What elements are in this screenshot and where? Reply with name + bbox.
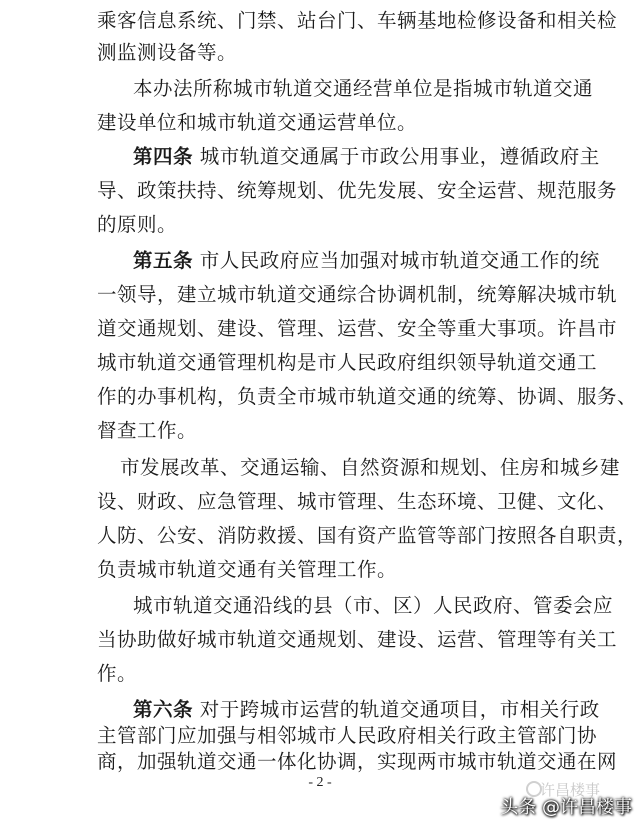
source-attribution: 头条 @许昌楼事 <box>500 797 632 818</box>
text-line: 人防、公安、消防救援、国有资产监管等部门按照各自职责， <box>97 524 638 547</box>
article-heading: 第四条 <box>133 145 194 168</box>
article-6-first-line <box>133 697 600 723</box>
article-heading: 第五条 <box>133 249 194 272</box>
text-line: 市人民政府应当加强对城市轨道交通工作的统 <box>199 249 600 272</box>
text-line: 测监测设备等。 <box>97 41 238 64</box>
text-line: 城市轨道交通属于市政公用事业，遵循政府主 <box>199 145 600 168</box>
watermark-text: 许昌楼事 <box>540 781 601 799</box>
page-number: - 2 - <box>308 775 332 790</box>
text-line: 作。 <box>97 662 138 685</box>
text-line: 主管部门应加强与相邻城市人民政府相关行政主管部门协 <box>97 724 598 747</box>
text-line: 导、政策扶持、统筹规划、优先发展、安全运营、规范服务 <box>97 179 618 202</box>
text-line: 负责城市轨道交通有关管理工作。 <box>97 558 398 581</box>
text-line: 道交通规划、建设、管理、运营、安全等重大事项。许昌市 <box>97 317 618 340</box>
text-line: 乘客信息系统、门禁、站台门、车辆基地检修设备和相关检 <box>97 9 618 32</box>
text-line: 城市轨道交通沿线的县（市、区）人民政府、管委会应 <box>133 594 614 617</box>
text-line: 本办法所称城市轨道交通经营单位是指城市轨道交通 <box>133 77 594 100</box>
article-5-first-line <box>133 248 600 274</box>
article-4-first-line <box>133 144 600 170</box>
text-line: 建设单位和城市轨道交通运营单位。 <box>97 111 418 134</box>
text-line: 督查工作。 <box>97 419 198 442</box>
text-line: 设、财政、应急管理、城市管理、生态环境、卫健、文化、 <box>97 490 618 513</box>
text-line: 作的办事机构，负责全市城市轨道交通的统筹、协调、服务、 <box>97 385 638 408</box>
text-line: 商，加强轨道交通一体化协调，实现两市城市轨道交通在网 <box>97 750 618 773</box>
text-line: 一领导，建立城市轨道交通综合协调机制，统筹解决城市轨 <box>97 283 618 306</box>
article-heading: 第六条 <box>133 698 194 721</box>
text-line: 城市轨道交通管理机构是市人民政府组织领导轨道交通工 <box>97 351 598 374</box>
text-line: 当协助做好城市轨道交通规划、建设、运营、管理等有关工 <box>97 628 618 651</box>
text-line: 对于跨城市运营的轨道交通项目，市相关行政 <box>199 698 600 721</box>
text-line: 市发展改革、交通运输、自然资源和规划、住房和城乡建 <box>120 456 621 479</box>
text-line: 的原则。 <box>97 213 178 236</box>
